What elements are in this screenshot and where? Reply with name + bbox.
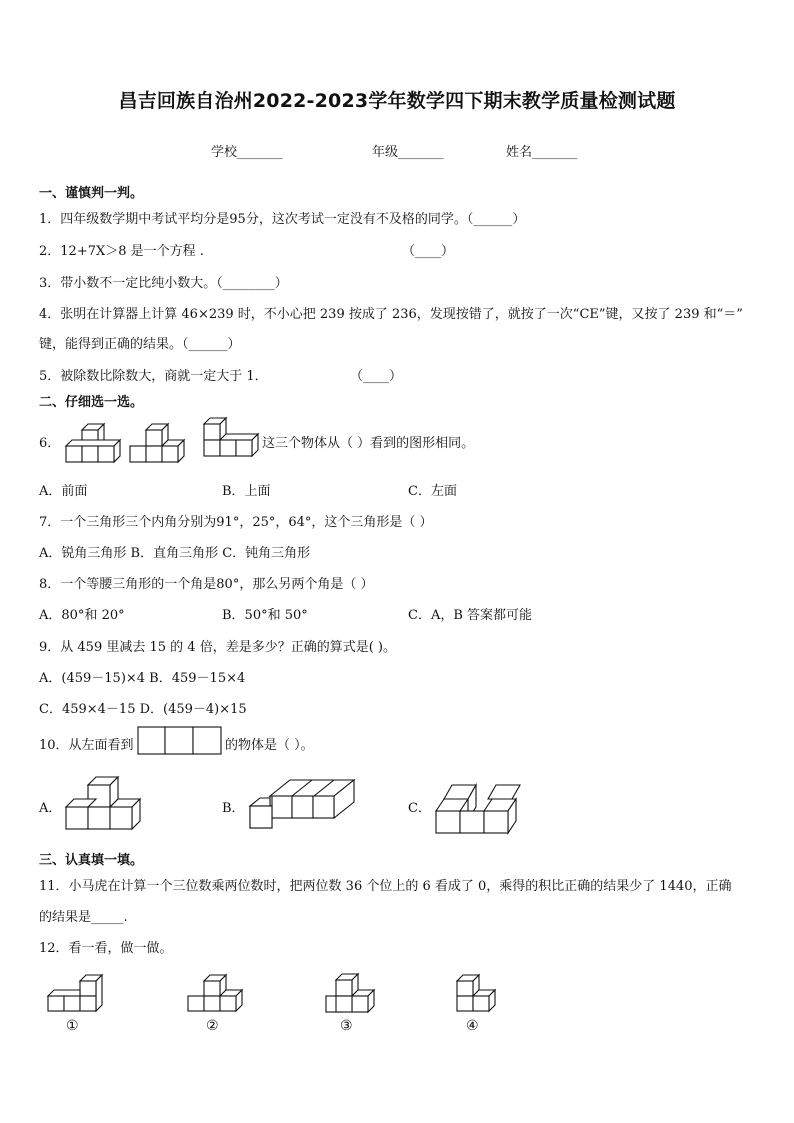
q12-solid-4 xyxy=(455,973,505,1017)
question-7: 7．一个三角形三个内角分别为91°，25°，64°，这个三角形是（ ） xyxy=(39,515,433,530)
q9-options-cd: C．459×4－15 D．(459－4)×15 xyxy=(39,702,247,717)
question-10-part-1: 10．从左面看到 xyxy=(39,738,134,753)
question-6: 这三个物体从（ ）看到的图形相同。 xyxy=(262,436,475,451)
q7-options: A．锐角三角形 B．直角三角形 C．钝角三角形 xyxy=(39,546,311,561)
q12-label-4: ④ xyxy=(466,1018,479,1034)
q12-solid-3 xyxy=(324,970,384,1018)
q6-solid-3 xyxy=(200,416,260,464)
q6-solid-2 xyxy=(130,420,190,466)
question-5-blank: （____） xyxy=(350,369,403,384)
question-6-number: 6． xyxy=(39,436,61,451)
section-2-heading: 二、仔细选一选。 xyxy=(39,395,144,410)
q10-option-c-label: C． xyxy=(408,801,431,816)
school-field: 学校_______ xyxy=(211,145,283,160)
q12-label-3: ③ xyxy=(340,1018,353,1034)
question-9: 9．从 459 里减去 15 的 4 倍，差是多少？正确的算式是( )。 xyxy=(39,640,396,655)
question-11-line-1: 11．小马虎在计算一个三位数乘两位数时，把两位数 36 个位上的 6 看成了 0，乘得的积比正确的结果少了 1440，正确 xyxy=(39,879,732,894)
question-4-line-2: 键，能得到正确的结果。（______） xyxy=(39,337,241,352)
q10-option-c-solid xyxy=(434,779,526,835)
question-1: 1．四年级数学期中考试平均分是95分，这次考试一定没有不及格的同学。（______） xyxy=(39,212,526,227)
name-field: 姓名_______ xyxy=(506,145,578,160)
question-10-part-2: 的物体是（ ）。 xyxy=(225,738,314,753)
q10-option-a-label: A． xyxy=(39,801,62,816)
q8-option-a: A．80°和 20° xyxy=(39,608,125,623)
section-3-heading: 三、认真填一填。 xyxy=(39,853,144,868)
q6-option-b: B．上面 xyxy=(222,484,271,499)
q10-option-b-solid xyxy=(248,776,358,832)
q6-solid-1 xyxy=(62,418,122,464)
question-8: 8．一个等腰三角形的一个角是80°，那么另两个角是（ ） xyxy=(39,577,374,592)
question-2-blank: （____） xyxy=(402,244,455,259)
question-2: 2．12+7X＞8 是一个方程 . xyxy=(39,244,204,259)
q6-option-a: A．前面 xyxy=(39,484,88,499)
q12-label-2: ② xyxy=(206,1018,219,1034)
question-4-line-1: 4．张明在计算器上计算 46×239 时，不小心把 239 按成了 236，发现按错了，就按了一次“CE”键，又按了 239 和“＝” xyxy=(39,307,743,322)
q8-option-b: B．50°和 50° xyxy=(222,608,308,623)
q10-option-a-solid xyxy=(64,771,148,833)
question-11-line-2: 的结果是_____. xyxy=(39,910,128,925)
question-5: 5．被除数比除数大，商就一定大于 1． xyxy=(39,369,268,384)
page-title: 昌吉回族自治州2022-2023学年数学四下期末教学质量检测试题 xyxy=(118,90,676,112)
grade-field: 年级_______ xyxy=(372,145,444,160)
q8-option-c: C．A，B 答案都可能 xyxy=(408,608,533,623)
q10-left-view xyxy=(137,726,223,756)
section-1-heading: 一、谨慎判一判。 xyxy=(39,186,144,201)
q10-option-b-label: B． xyxy=(222,801,245,816)
q9-options-ab: A．(459－15)×4 B．459－15×4 xyxy=(39,671,246,686)
question-3: 3．带小数不一定比纯小数大。（________） xyxy=(39,276,288,291)
q6-option-c: C．左面 xyxy=(408,484,457,499)
question-12: 12．看一看，做一做。 xyxy=(39,941,173,956)
q12-solid-2 xyxy=(186,973,248,1017)
q12-label-1: ① xyxy=(66,1018,79,1034)
q12-solid-1 xyxy=(46,973,108,1017)
